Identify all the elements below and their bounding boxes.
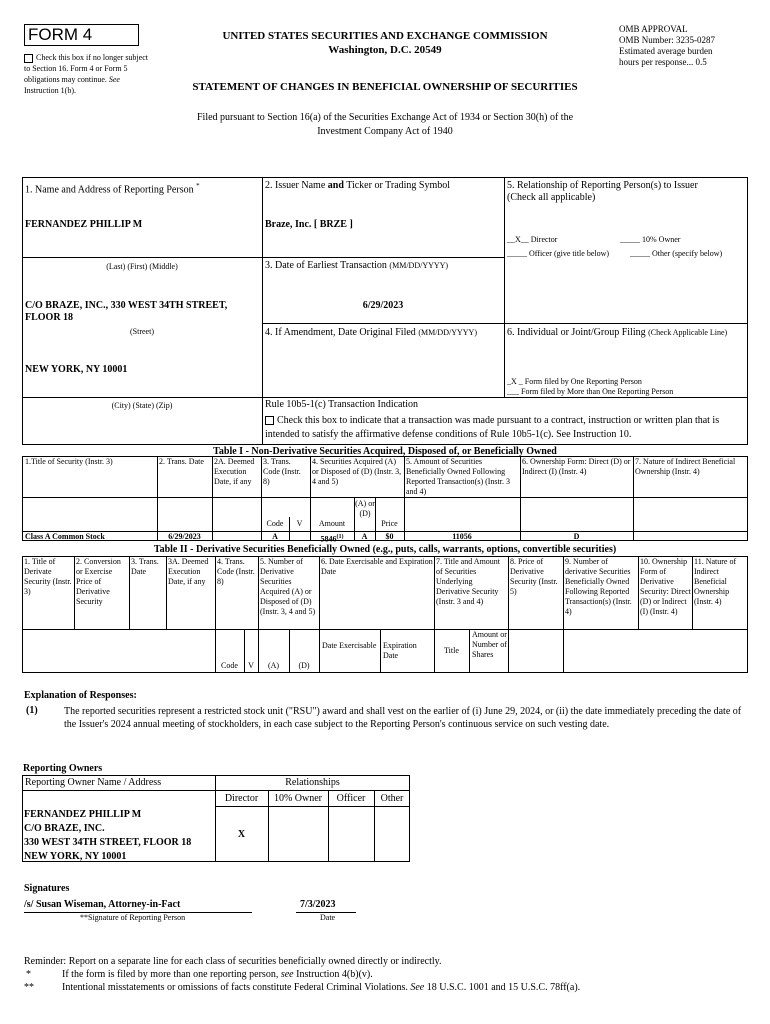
- t1-row-price: $0: [385, 532, 394, 541]
- owners-col-name: Reporting Owner Name / Address: [25, 777, 162, 788]
- reminder: Reminder: Report on a separate line for each class of securities beneficially owned directly or indirectly.: [24, 956, 442, 967]
- no-longer-subject-checkbox-text: Check this box if no longer subject to Section 16. Form 4 or Form 5 obligations may continue. See Instruction 1(b).: [24, 53, 148, 95]
- owner-director-mark: X: [237, 829, 246, 840]
- t2-h-ownership: 10. Ownership Form of Derivative Security: Direct (D) or Indirect (I) (Instr. 4): [640, 557, 691, 616]
- t1-h-deemed: 2A. Deemed Execution Date, if any: [214, 457, 255, 486]
- omb-approval: OMB APPROVAL OMB Number: 3235-0287 Estimated average burden hours per response... 0.5: [619, 24, 715, 67]
- relationship-label: 5. Relationship of Reporting Person(s) to Issuer (Check all applicable): [507, 180, 698, 203]
- signature-date: 7/3/2023: [300, 899, 336, 910]
- amendment-label: 4. If Amendment, Date Original Filed (MM/DD/YYYY): [265, 327, 477, 338]
- t2-h-nature: 11. Nature of Indirect Beneficial Ownership (Instr. 4): [694, 557, 737, 606]
- t2-sub-a: (A): [267, 661, 280, 670]
- t1-h-ownership: 6. Ownership Form: Direct (D) or Indirect (I) (Instr. 4): [522, 457, 631, 476]
- statement-title: STATEMENT OF CHANGES IN BENEFICIAL OWNERSHIP OF SECURITIES: [192, 81, 578, 93]
- t1-h-amount-owned: 5. Amount of Securities Beneficially Owned Following Reported Transaction(s) (Instr. 3 and 4): [406, 457, 510, 496]
- t2-h-derivatives-owned: 9. Number of derivative Securities Beneficially Owned Following Reported Transaction(s) (Instr. 4): [565, 557, 632, 616]
- street-caption: (Street): [130, 327, 154, 336]
- city-caption: (City) (State) (Zip): [111, 401, 173, 410]
- explanation-heading: Explanation of Responses:: [24, 690, 137, 701]
- t2-sub-title: Title: [444, 646, 459, 655]
- t1-sub-v: V: [296, 519, 303, 528]
- owners-col-officer: Officer: [336, 793, 366, 804]
- owners-col-ten: 10% Owner: [273, 793, 323, 804]
- no-longer-subject-checkbox[interactable]: [24, 54, 33, 63]
- agency-location: Washington, D.C. 20549: [328, 44, 442, 56]
- issuer-name: Braze, Inc. [ BRZE ]: [265, 219, 353, 230]
- t2-sub-expiration: Expiration Date: [383, 641, 417, 660]
- t1-h-nature: 7. Nature of Indirect Beneficial Ownership (Instr. 4): [635, 457, 736, 476]
- t2-h-price: 8. Price of Derivative Security (Instr. 5): [510, 557, 558, 596]
- t2-h-exercisable: 6. Date Exercisable and Expiration Date: [321, 557, 433, 576]
- footnote-star2: Intentional misstatements or omissions of facts constitute Federal Criminal Violations. See 18 U.S.C. 1001 and 15 U.S.C. 78ff(a).: [62, 982, 581, 993]
- t2-sub-exercisable: Date Exercisable: [322, 641, 377, 650]
- t2-h-title: 1. Title of Derivate Security (Instr. 3): [24, 557, 72, 596]
- table2-title: Table II - Derivative Securities Beneficially Owned (e.g., puts, calls, warrants, options, convertible securities): [153, 544, 617, 555]
- owners-col-director: Director: [224, 793, 259, 804]
- reporting-person-street: C/O BRAZE, INC., 330 WEST 34TH STREET, FLOOR 18: [25, 300, 228, 323]
- t1-h-acquired: 4. Securities Acquired (A) or Disposed of (D) (Instr. 3, 4 and 5): [312, 457, 402, 486]
- t2-sub-code: Code: [221, 661, 238, 670]
- t2-h-number: 5. Number of Derivative Securities Acquired (A) or Disposed of (D) (Instr. 3, 4 and 5): [260, 557, 316, 616]
- name-caption: (Last) (First) (Middle): [106, 262, 178, 271]
- explanation-number: (1): [26, 705, 38, 716]
- signature: /s/ Susan Wiseman, Attorney-in-Fact: [24, 899, 181, 910]
- t2-h-deemed: 3A. Deemed Execution Date, if any: [168, 557, 209, 586]
- table1-title: Table I - Non-Derivative Securities Acquired, Disposed of, or Beneficially Owned: [213, 446, 557, 457]
- footnote-star2-mark: **: [24, 982, 34, 993]
- t1-row-title: Class A Common Stock: [25, 532, 105, 541]
- owners-col-relationships: Relationships: [285, 777, 340, 788]
- reporting-person-label: 1. Name and Address of Reporting Person *: [25, 182, 200, 196]
- t1-row-amount: 5846$^{(1)}$: [320, 534, 344, 544]
- filing-label: 6. Individual or Joint/Group Filing (Check Applicable Line): [507, 327, 728, 338]
- signature-caption: **Signature of Reporting Person: [80, 913, 186, 922]
- form-title: FORM 4: [28, 25, 93, 44]
- relationship-other: _____ Other (specify below): [630, 249, 723, 258]
- t1-sub-aord: (A) or (D): [355, 499, 375, 518]
- filed-pursuant-2: Investment Company Act of 1940: [317, 126, 453, 137]
- owners-heading: Reporting Owners: [23, 763, 103, 774]
- reporting-person-city: NEW YORK, NY 10001: [25, 364, 128, 375]
- t2-h-conversion: 2. Conversion or Exercise Price of Derivative Security: [76, 557, 121, 606]
- t2-sub-amount: Amount or Number of Shares: [472, 630, 507, 659]
- signatures-heading: Signatures: [24, 883, 70, 894]
- t1-sub-price: Price: [381, 519, 398, 528]
- footnote-star1-mark: *: [26, 969, 31, 980]
- t1-row-aord: A: [361, 532, 368, 541]
- relationship-ten-pct: _____ 10% Owner: [620, 235, 681, 244]
- filed-pursuant-1: Filed pursuant to Section 16(a) of the Securities Exchange Act of 1934 or Section 30(h) of the: [196, 112, 574, 123]
- t1-row-date: 6/29/2023: [168, 532, 201, 541]
- footnote-star1: If the form is filed by more than one reporting person, see Instruction 4(b)(v).: [62, 969, 373, 980]
- reporting-person-name: FERNANDEZ PHILLIP M: [25, 219, 143, 230]
- t2-sub-v: V: [248, 661, 254, 670]
- date-caption: Date: [320, 913, 336, 922]
- t1-h-title: 1.Title of Security (Instr. 3): [25, 457, 113, 466]
- agency-name: UNITED STATES SECURITIES AND EXCHANGE COMMISSION: [222, 30, 548, 42]
- relationship-officer: _____ Officer (give title below): [507, 249, 610, 258]
- t1-row-form: D: [573, 532, 580, 541]
- t2-h-date: 3. Trans. Date: [131, 557, 159, 576]
- t1-h-date: 2. Trans. Date: [159, 457, 204, 466]
- owners-col-other: Other: [380, 793, 404, 804]
- filing-one-person: _X _ Form filed by One Reporting Person: [507, 377, 642, 386]
- earliest-transaction-date: 6/29/2023: [362, 300, 404, 311]
- t2-h-underlying: 7. Title and Amount of Securities Underlying Derivative Security (Instr. 3 and 4): [436, 557, 501, 606]
- earliest-transaction-label: 3. Date of Earliest Transaction (MM/DD/YYYY): [265, 260, 449, 271]
- filing-more-persons: ___ Form filed by More than One Reporting Person: [507, 387, 674, 396]
- issuer-label: 2. Issuer Name and Ticker or Trading Symbol: [265, 180, 451, 191]
- t2-sub-d: (D): [298, 661, 310, 670]
- t1-row-owned: 11056: [452, 532, 472, 541]
- t2-h-code: 4. Trans. Code (Instr. 8): [217, 557, 255, 586]
- rule-text: Check this box to indicate that a transaction was made pursuant to a contract, instruction or written plan that is intended to satisfy the affirmative defense conditions of Rule 10b5-1(c). See Instruction 10.: [265, 415, 720, 440]
- owner-address: FERNANDEZ PHILLIP M C/O BRAZE, INC. 330 WEST 34TH STREET, FLOOR 18 NEW YORK, NY 10001: [24, 809, 192, 862]
- t1-h-code: 3. Trans. Code (Instr. 8): [263, 457, 301, 486]
- rule-label: Rule 10b5-1(c) Transaction Indication: [265, 399, 419, 410]
- t1-sub-code: Code: [266, 519, 284, 528]
- rule-10b5-checkbox[interactable]: [265, 416, 274, 425]
- explanation-text: The reported securities represent a restricted stock unit ("RSU") award and shall vest on the earlier of (i) June 29, 2024, or (ii) the date immediately preceding the date of the Issuer's 2024 annual meeting of stockholders, in each case subject to the Reporting Person's continuous service on such vesting date.: [64, 706, 742, 730]
- t1-sub-amount: Amount: [318, 519, 346, 528]
- relationship-director: __X__ Director: [507, 235, 558, 244]
- t1-row-code: A: [272, 532, 278, 541]
